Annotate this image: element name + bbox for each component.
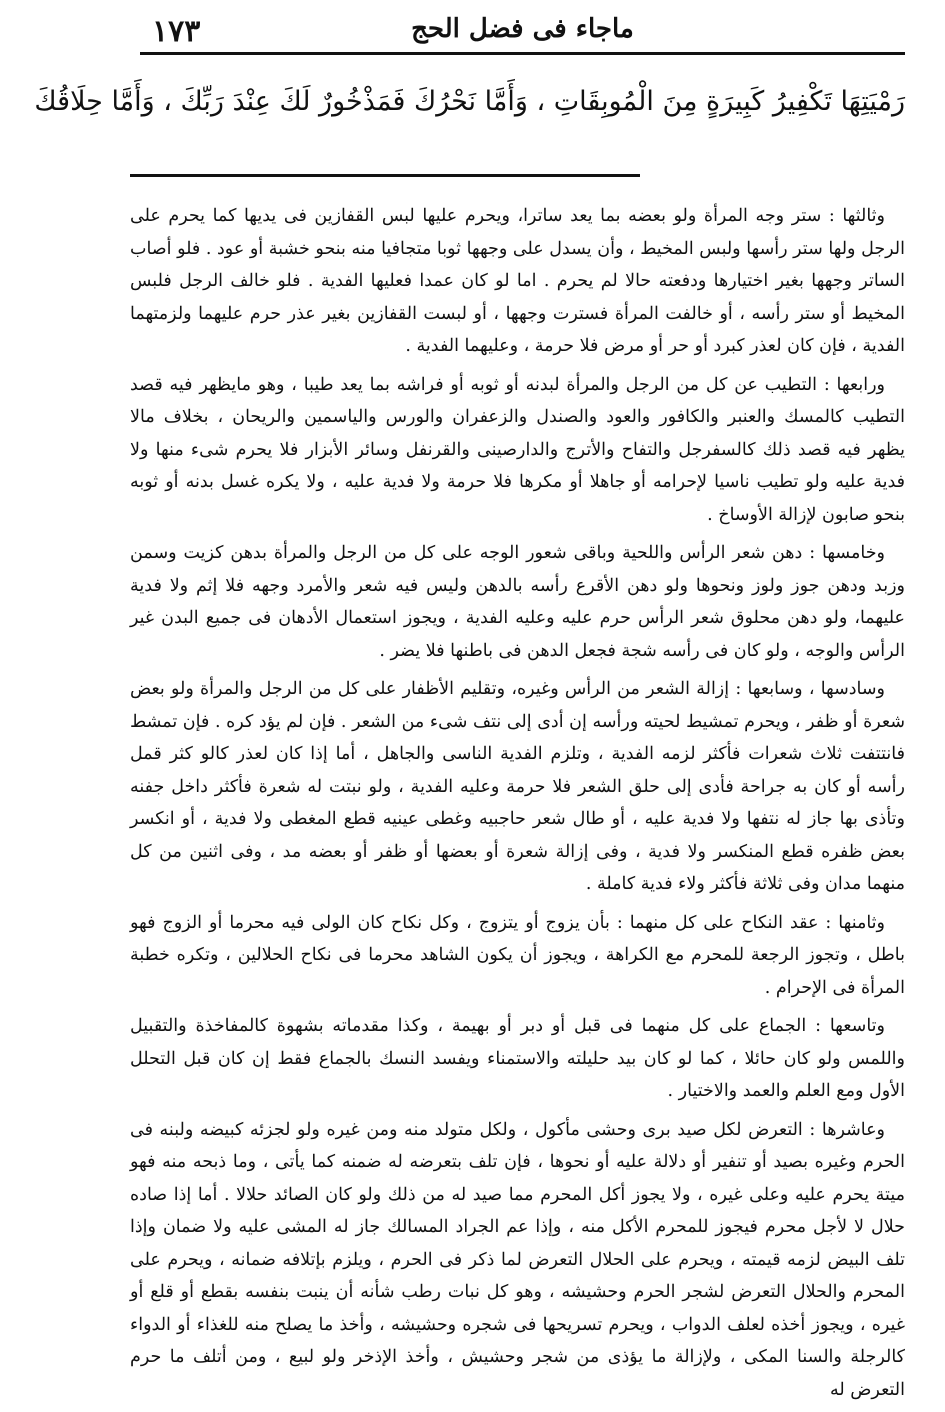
paragraph-tenth: وعاشرها : التعرض لكل صيد برى وحشى مأكول ، ولكل متولد منه ومن غيره ولو لجزئه كبيضه ولبنه فى الحرم وغيره بصيد أو تنفير أو دلالة عليه أو نحوها ، فإن تلف بتعرضه له ضمنه كما يأتى ، وما ذبحه منه فهو ميتة يحرم عليه وعلى غيره ، ولا يجوز أكل المحرم مما صيد له من ذلك ولو كان الصائد حلالا . أما إذا صاده حلال لا لأجل محرم فيجوز للمحرم الأكل منه ، وإذا عم الجراد المسالك جاز له المشى عليه ولا ضمان وإذا تلف البيض لزمه قيمته ، ويحرم على الحلال التعرض لما ذكر فى الحرم ، ويلزم بإتلافه ضمانه ، ويحرم على المحرم والحلال التعرض لشجر الحرم وحشيشه ، وهو كل نبات رطب شأنه أن ينبت بنفسه بقطع أو قلع أو غيره ، ويجوز أخذه لعلف الدواب ، ويحرم تسريحها فى شجره وحشيشه ، وأخذ ما يصلح منه للغذاء أو الدواء كالرجلة والسنا المكى ، ولإزالة ما يؤذى من شجر وحشيش ، وأخذ الإذخر ولو لبيع ، ومن أتلف ما حرم التعرض له bbox=[130, 1119, 905, 1400]
running-title: ماجاء فى فضل الحج bbox=[411, 14, 634, 44]
separator-rule bbox=[130, 174, 640, 177]
paragraph-eighth: وثامنها : عقد النكاح على كل منهما : بأن يزوج أو يتزوج ، وكل نكاح كان الولى فيه محرما أو الزوج فهو باطل ، وتجوز الرجعة للمحرم مع الكراهة ، ويجوز أن يكون الشاهد محرما فى نكاح الحلالين ، وتكره خطبة المرأة فى الإحرام . bbox=[130, 912, 905, 998]
hadith-text: رَمْيَتِهَا تَكْفِيرُ كَبِيرَةٍ مِنَ الْمُوبِقَاتِ ، وَأَمَّا نَحْرُكَ فَمَذْخُورٌ لَكَ عِنْدَ رَبِّكَ ، وَأَمَّا حِلَاقُكَ bbox=[34, 86, 905, 117]
paragraph-fourth: ورابعها : التطيب عن كل من الرجل والمرأة لبدنه أو ثوبه أو فراشه بما يعد طيبا ، وهو مايظهر فيه قصد التطيب كالمسك والعنبر والكافور والعود والصندل والزعفران والورس والياسمين والريحان ، بخلاف مالا يظهر فيه قصد ذلك كالسفرجل والتفاح والأترج والدارصينى والقرنفل وسائر الأبزار فلا يحرم شىء منها ولا فدية عليه ولو تطيب ناسيا لإحرامه أو جاهلا أو مكرها فلا حرمة ولا فدية عليه ، ولا يكره غسل بدنه أو ثوبه بنحو صابون لإزالة الأوساخ . bbox=[130, 374, 905, 525]
paragraph-third: وثالثها : ستر وجه المرأة ولو بعضه بما يعد ساترا، ويحرم عليها لبس القفازين فى يديها كما يحرم على الرجل ولها ستر رأسها ولبس المخيط ، وأن يسدل على وجهها ثوبا متجافيا منه بنحو خشبة أو عود . فلو أصاب الساتر وجهها بغير اختيارها ودفعته حالا لم يحرم . اما لو كان عمدا فعليها الفدية . فلو خالف الرجل فلبس المخيط أو ستر رأسه ، أو خالفت المرأة فسترت وجهها ، أو لبست القفازين بغير عذر حرم عليهما ولزمتهما الفدية ، فإن كان لعذر كبرد أو حر أو مرض فلا حرمة ، وعليهما الفدية . bbox=[130, 206, 905, 356]
paragraph-ninth: وتاسعها : الجماع على كل منهما فى قبل أو دبر أو بهيمة ، وكذا مقدماته بشهوة كالمفاخذة والتقبيل واللمس ولو كان حائلا ، كما لو كان بيد حليلته والاستمناء ويفسد النسك بالجماع فقط إن كان قبل التحلل الأول ومع العلم والعمد والاختيار . bbox=[130, 1016, 905, 1101]
paragraph-sixth-seventh: وسادسها ، وسابعها : إزالة الشعر من الرأس وغيره، وتقليم الأظفار على كل من الرجل والمرأة ولو بعض شعرة أو ظفر ، ويحرم تمشيط لحيته ورأسه إن أدى إلى نتف شىء من الشعر . فإن لم يؤد كره . فإن تمشط فانتتفت ثلاث شعرات فأكثر لزمه الفدية ، وتلزم الفدية الناسى والجاهل ، أما إذا كان لعذر كالو كثر قمل رأسه أو كان به جراحة فأدى إلى حلق الشعر فلا حرمة وعليه الفدية ، ولو نبتت له شعرة فأكثر داخل جفنه وتأذى بها جاز له نتفها ولا فدية عليه ، أو طال شعر حاجبيه وغطى عينيه قطع المغطى ولا فدية ، أو انكسر بعض ظفره قطع المنكسر ولا فدية ، وفى إزالة شعرة أو بعضها أو ظفر أو بعضه مد ، وفى اثنين من كل منهما مدان وفى ثلاثة فأكثر ولاء فدية كاملة . bbox=[130, 679, 905, 894]
commentary-body bbox=[130, 200, 905, 1412]
page-header bbox=[140, 8, 905, 55]
paragraph-fifth: وخامسها : دهن شعر الرأس واللحية وباقى شعور الوجه على كل من الرجل والمرأة بدهن كزيت وسمن وزبد ودهن جوز ولوز ونحوها ولو دهن الأقرع رأسه بالدهن وليس فيه شعر والأمرد وجهه فلا إثم ولا فدية عليهما، ولو دهن محلوق شعر الرأس حرم عليه وعليه الفدية ، ويجوز استعمال الأدهان فى جميع البدن غير الرأس والوجه ، ولو كان فى رأسه شجة فجعل الدهن فى باطنها فلا يضر . bbox=[130, 543, 905, 661]
page-number: ١٧٣ bbox=[152, 14, 201, 49]
